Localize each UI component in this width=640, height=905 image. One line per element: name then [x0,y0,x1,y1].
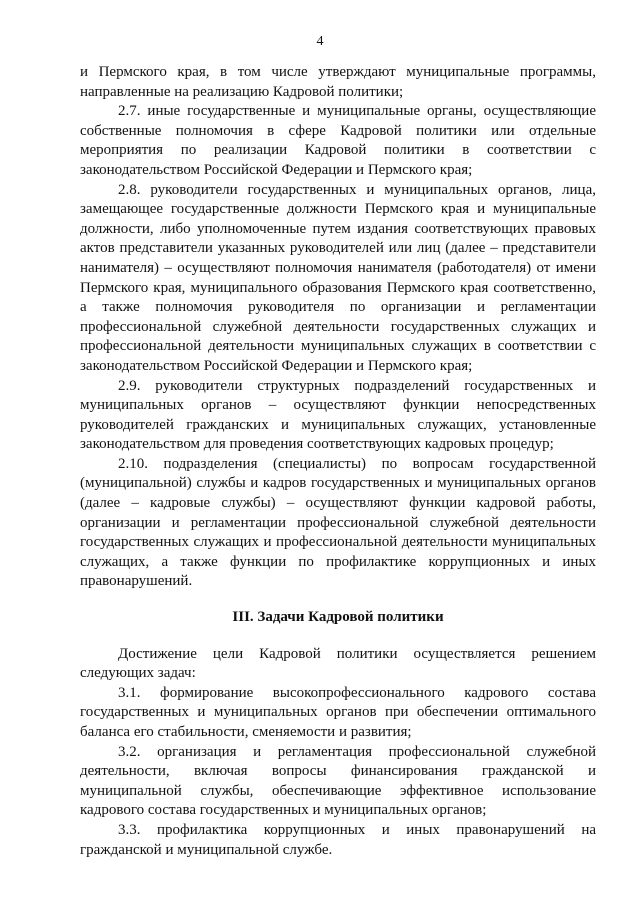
paragraph-2-8: 2.8. руководители государственных и муниципальных органов, лица, замещающее государственные должности Пермского края и муниципальные должности, либо уполномоченные путем издания соответствующих правовых актов представители указанных руководителей или лиц (далее – представители нанимателя) – осуществляют полномочия нанимателя (работодателя) от имени Пермского края, муниципального образования Пермского края соответственно, а также полномочия руководителя по организации и регламентации профессиональной служебной деятельности государственных служащих и профессиональной деятельности муниципальных служащих в соответствии с законодательством Российской Федерации и Пермского края; [80,181,596,374]
paragraph-2-7: 2.7. иные государственные и муниципальные органы, осуществляющие собственные полномочия в сфере Кадровой политики или отдельные мероприятия по реализации Кадровой политики в соответствии с законодательством Российской Федерации и Пермского края; [80,103,596,178]
paragraph-3-3: 3.3. профилактика коррупционных и иных правонарушений на гражданской и муниципальной службе. [80,821,596,858]
paragraph-2-10: 2.10. подразделения (специалисты) по вопросам государственной (муниципальной) службы и кадров государственных и муниципальных органов (далее – кадровые службы) – осуществляют функции кадровой работы, организации и регламентации профессиональной служебной деятельности государственных служащих и профессиональной деятельности муниципальных служащих, а также функции по профилактике коррупционных и иных правонарушений. [80,455,596,590]
paragraph-3-2: 3.2. организация и регламентация профессиональной служебной деятельности, включая вопросы финансирования гражданской и муниципальной службы, обеспечивающие эффективное использование кадрового состава государственных и муниципальных органов; [80,743,596,819]
paragraph-3-1: 3.1. формирование высокопрофессионального кадрового состава государственных и муниципальных органов при обеспечении оптимального баланса его стабильности, сменяемости и развития; [80,684,596,740]
page-number: 4 [316,34,324,49]
paragraph-continuation: и Пермского края, в том числе утверждают муниципальные программы, направленные на реализацию Кадровой политики; [80,64,596,100]
paragraph-2-9: 2.9. руководители структурных подразделений государственных и муниципальных органов – осуществляют функции непосредственных руководителей гражданских и муниципальных служащих, установленные законодательством для проведения соответствующих кадровых процедур; [80,377,596,453]
document-body [80,63,596,860]
section-heading: III. Задачи Кадровой политики [232,609,444,626]
paragraph-intro: Достижение цели Кадровой политики осуществляется решением следующих задач: [80,645,596,682]
